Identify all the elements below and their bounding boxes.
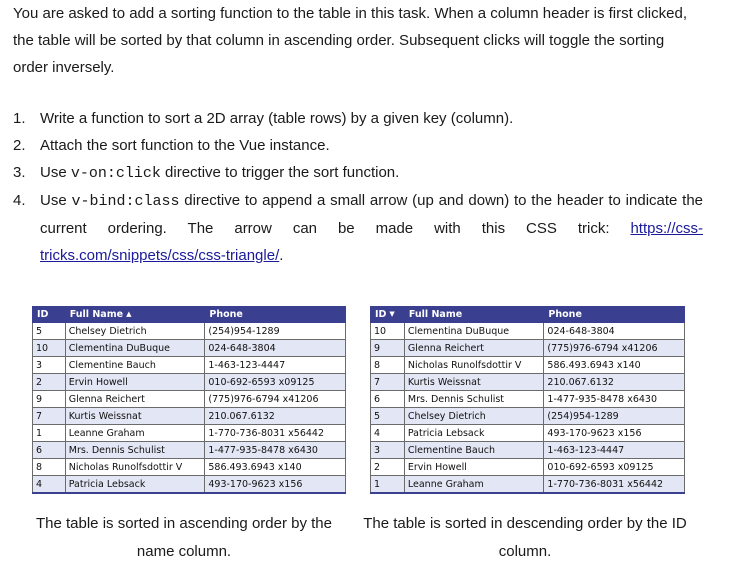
step-text-post: directive to append a small arrow (up and down) to the header to indicate the current ordering. The arrow can be made with this CSS trick:: [40, 192, 703, 237]
id-cell: 7: [33, 408, 66, 425]
phone-cell: 586.493.6943 x140: [544, 357, 685, 374]
id-cell: 4: [33, 476, 66, 494]
sort-ascending-arrow-icon: ▲: [126, 310, 132, 318]
table-row: [33, 442, 346, 459]
name-column-header[interactable]: Full Name: [404, 307, 544, 323]
table-row: [371, 323, 685, 340]
phone-cell: 010-692-6593 x09125: [544, 459, 685, 476]
id-cell: 6: [371, 391, 405, 408]
step-text-post: directive to trigger the sort function.: [160, 164, 400, 181]
css-triangle-link[interactable]: https://css-tricks.com/snippets/css/css-triangle/: [40, 220, 703, 264]
table-row: [371, 374, 685, 391]
phone-column-header[interactable]: Phone: [544, 307, 685, 323]
left-table-caption: The table is sorted in ascending order by the name column.: [35, 515, 332, 560]
phone-cell: 1-477-935-8478 x6430: [205, 442, 346, 459]
step-2: [13, 132, 703, 159]
name-cell: Glenna Reichert: [65, 391, 205, 408]
name-cell: Leanne Graham: [65, 425, 205, 442]
name-cell: Clementina DuBuque: [65, 340, 205, 357]
id-cell: 1: [371, 476, 405, 494]
phone-cell: (775)976-6794 x41206: [544, 340, 685, 357]
id-cell: 6: [33, 442, 66, 459]
step-text: Write a function to sort a 2D array (table rows) by a given key (column).: [40, 110, 514, 127]
name-cell: Kurtis Weissnat: [404, 374, 544, 391]
id-cell: 9: [371, 340, 405, 357]
name-cell: Chelsey Dietrich: [65, 323, 205, 340]
table-row: [33, 323, 346, 340]
ascending-table-body: [33, 323, 346, 494]
table-row: [33, 374, 346, 391]
id-cell: 5: [33, 323, 66, 340]
phone-cell: 210.067.6132: [205, 408, 346, 425]
name-cell: Clementina DuBuque: [404, 323, 544, 340]
step-number: 4.: [13, 192, 26, 209]
table-row: [371, 476, 685, 494]
name-cell: Mrs. Dennis Schulist: [404, 391, 544, 408]
right-table-caption: The table is sorted in descending order by the ID column.: [363, 515, 687, 560]
phone-cell: 586.493.6943 x140: [205, 459, 346, 476]
descending-id-table: [370, 306, 685, 494]
id-cell: 3: [33, 357, 66, 374]
table-row: [33, 476, 346, 494]
phone-cell: 493-170-9623 x156: [544, 425, 685, 442]
id-cell: 2: [33, 374, 66, 391]
step-number: 2.: [13, 137, 26, 154]
table-row: [371, 391, 685, 408]
phone-cell: 493-170-9623 x156: [205, 476, 346, 494]
phone-column-header[interactable]: Phone: [205, 307, 346, 323]
step-number: 3.: [13, 164, 26, 181]
intro-paragraph: You are asked to add a sorting function to the table in this task. When a column header is first clicked, the table will be sorted by that column in ascending order. Subsequent clicks will toggle the sorting order inversely.: [13, 5, 687, 76]
table-row: [33, 357, 346, 374]
name-cell: Glenna Reichert: [404, 340, 544, 357]
table-row: [33, 408, 346, 425]
id-column-header[interactable]: ID ▼: [371, 307, 405, 323]
id-cell: 2: [371, 459, 405, 476]
step-text-end: .: [279, 247, 284, 264]
name-cell: Patricia Lebsack: [404, 425, 544, 442]
name-cell: Leanne Graham: [404, 476, 544, 494]
id-cell: 8: [33, 459, 66, 476]
code-v-bind-class: v-bind:class: [71, 193, 180, 210]
phone-cell: (775)976-6794 x41206: [205, 391, 346, 408]
id-cell: 8: [371, 357, 405, 374]
table-row: [371, 340, 685, 357]
step-text-pre: Use: [40, 192, 72, 209]
name-cell: Nicholas Runolfsdottir V: [404, 357, 544, 374]
table-row: [371, 408, 685, 425]
id-cell: 1: [33, 425, 66, 442]
phone-cell: 1-463-123-4447: [205, 357, 346, 374]
name-cell: Patricia Lebsack: [65, 476, 205, 494]
step-4: [13, 187, 703, 269]
descending-table-body: [371, 323, 685, 494]
table-row: [371, 459, 685, 476]
ascending-name-table: [32, 306, 346, 494]
code-v-on-click: v-on:click: [70, 165, 161, 182]
id-cell: 9: [33, 391, 66, 408]
sort-descending-arrow-icon: ▼: [389, 310, 395, 318]
id-cell: 10: [33, 340, 66, 357]
phone-cell: 1-463-123-4447: [544, 442, 685, 459]
step-1: [13, 105, 703, 132]
table-row: [33, 340, 346, 357]
table-row: [33, 425, 346, 442]
phone-cell: 210.067.6132: [544, 374, 685, 391]
table-row: [33, 459, 346, 476]
table-row: [371, 425, 685, 442]
name-cell: Clementine Bauch: [65, 357, 205, 374]
step-text: Attach the sort function to the Vue instance.: [40, 137, 330, 154]
id-cell: 7: [371, 374, 405, 391]
phone-cell: 024-648-3804: [205, 340, 346, 357]
name-cell: Mrs. Dennis Schulist: [65, 442, 205, 459]
phone-cell: (254)954-1289: [205, 323, 346, 340]
id-cell: 5: [371, 408, 405, 425]
table-row: [371, 357, 685, 374]
id-cell: 3: [371, 442, 405, 459]
table-row: [371, 442, 685, 459]
phone-cell: 024-648-3804: [544, 323, 685, 340]
phone-cell: 1-770-736-8031 x56442: [205, 425, 346, 442]
step-text-pre: Use: [40, 164, 71, 181]
id-cell: 10: [371, 323, 405, 340]
instruction-list: [13, 105, 703, 269]
phone-cell: 1-477-935-8478 x6430: [544, 391, 685, 408]
phone-cell: 010-692-6593 x09125: [205, 374, 346, 391]
name-cell: Ervin Howell: [404, 459, 544, 476]
name-cell: Clementine Bauch: [404, 442, 544, 459]
name-cell: Nicholas Runolfsdottir V: [65, 459, 205, 476]
step-number: 1.: [13, 110, 26, 127]
id-column-header[interactable]: ID: [33, 307, 66, 323]
phone-cell: 1-770-736-8031 x56442: [544, 476, 685, 494]
id-cell: 4: [371, 425, 405, 442]
name-cell: Kurtis Weissnat: [65, 408, 205, 425]
name-cell: Chelsey Dietrich: [404, 408, 544, 425]
table-row: [33, 391, 346, 408]
step-3: [13, 159, 703, 187]
name-cell: Ervin Howell: [65, 374, 205, 391]
name-column-header[interactable]: Full Name ▲: [65, 307, 205, 323]
phone-cell: (254)954-1289: [544, 408, 685, 425]
